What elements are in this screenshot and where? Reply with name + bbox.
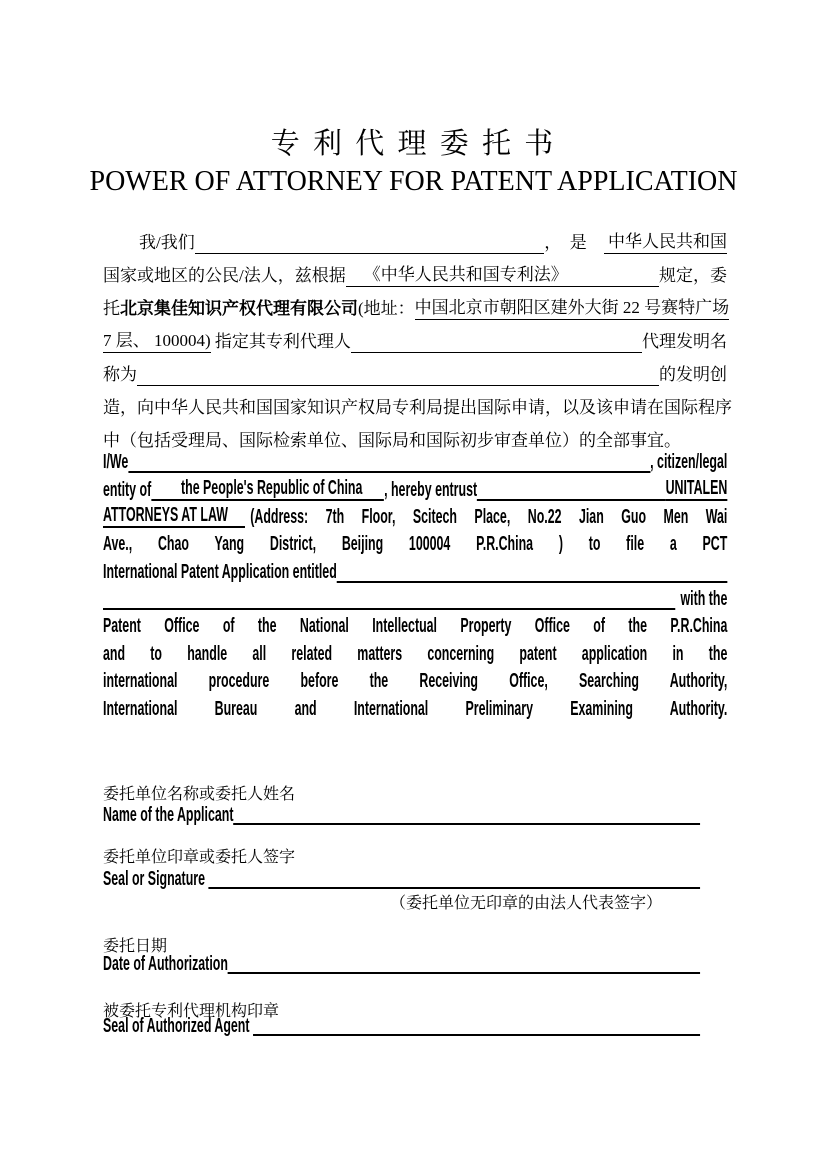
cn-line-2 [103, 259, 727, 292]
nationality-value-zh: 中华人民共和国 [604, 230, 727, 254]
cn-l3-mid: (地址： [358, 299, 415, 318]
agent-line [103, 1015, 700, 1037]
en-line-6 [103, 586, 727, 613]
cn-l1-mid: ， 是 [544, 233, 604, 252]
cn-line-6: 造，向中华人民共和国国家知识产权局专利局提出国际申请，以及该申请在国际程序 [103, 398, 732, 417]
patent-law-value: 《中华人民共和国专利法》 [364, 263, 568, 287]
seal-line [103, 870, 700, 889]
cn-l5-post: 的发明创 [659, 365, 727, 384]
en-line-9: international procedure before the Receiving Office, Searching Authority, [103, 670, 728, 693]
cn-l2-post: 规定，委 [659, 266, 727, 285]
en-l1-post: , citizen/legal [650, 451, 728, 474]
invention-title-blank-en[interactable] [337, 579, 728, 583]
en-l5-pre: International Patent Application entitled [103, 560, 337, 583]
cn-line-1 [103, 226, 727, 259]
en-l1-pre: I/We [103, 451, 129, 474]
law-blank-left[interactable] [346, 285, 364, 287]
en-line-4: Ave., Chao Yang District, Beijing 100004 P.R.China ) to file a PCT [103, 533, 728, 556]
cn-line-5 [103, 358, 727, 391]
chinese-paragraph [103, 226, 732, 457]
agent-seal-blank[interactable] [253, 1032, 700, 1036]
applicant-label-en: Name of the Applicant [103, 804, 234, 826]
seal-label-en: Seal or Signature [103, 868, 209, 890]
en-line-7: Patent Office of the National Intellectual Property Office of the P.R.China [103, 615, 728, 638]
agency-name-en-cont: ATTORNEYS AT LAW [103, 505, 245, 528]
seal-note: （委托单位无印章的由法人代表签字） [390, 895, 663, 912]
en-line-3 [103, 504, 727, 531]
cn-l2-pre: 国家或地区的公民/法人，兹根据 [103, 266, 346, 285]
agency-blank-en[interactable] [477, 497, 665, 501]
date-label-zh: 委托日期 [103, 938, 168, 955]
en-l2-mid: , hereby entrust [384, 478, 478, 501]
agency-address-zh-cont: 7 层、 100004) [103, 329, 211, 353]
attorney-name-blank-zh[interactable] [351, 351, 642, 353]
date-line [103, 955, 700, 974]
cn-l5-pre: 称为 [103, 365, 137, 384]
law-blank-right[interactable] [568, 285, 659, 287]
cn-l1-pre: 我/我们 [139, 233, 195, 252]
en-line-8: and to handle all related matters concerning patent application in the [103, 642, 728, 665]
english-paragraph [103, 449, 727, 723]
agency-name-en: UNITALEN [665, 476, 728, 499]
en-line-10: International Bureau and International Preliminary Examining Authority. [103, 697, 728, 720]
cn-l3-pre: 托 [103, 299, 120, 318]
en-line-5 [103, 559, 727, 586]
applicant-name-blank-en[interactable] [128, 469, 650, 473]
applicant-name-blank-zh[interactable] [195, 252, 545, 254]
en-l3-post: (Address: 7th Floor, Scitech Place, No.22 Jian Guo Men Wai [250, 506, 728, 529]
cn-line-7: 中（包括受理局、国际检索单位、国际局和国际初步审查单位）的全部事宜。 [103, 431, 681, 450]
agent-label-en: Seal of Authorized Agent [103, 1015, 253, 1037]
agent-label-zh: 被委托专利代理机构印章 [103, 1003, 280, 1020]
en-line-1 [103, 449, 727, 476]
en-l2-pre: entity of [103, 478, 152, 501]
seal-blank[interactable] [208, 885, 700, 889]
applicant-signature-blank[interactable] [233, 821, 700, 825]
cn-l4-post: 代理发明名 [642, 332, 727, 351]
invention-title-blank-en-cont[interactable] [103, 606, 676, 610]
document-title-en: POWER OF ATTORNEY FOR PATENT APPLICATION [89, 166, 738, 197]
invention-title-blank-zh[interactable] [137, 384, 659, 386]
cn-line-4 [103, 325, 727, 358]
agency-name-zh: 北京集佳知识产权代理有限公司 [120, 299, 358, 318]
cn-l4-mid: 指定其专利代理人 [210, 332, 351, 351]
seal-label-zh: 委托单位印章或委托人签字 [103, 849, 296, 866]
agency-address-zh: 中国北京市朝阳区建外大街 22 号赛特广场 [415, 296, 730, 320]
date-blank[interactable] [228, 970, 700, 974]
nationality-value-en: the People's Republic of China [151, 478, 384, 501]
applicant-label-zh: 委托单位名称或委托人姓名 [103, 786, 296, 803]
en-l6-post: with the [680, 588, 728, 611]
applicant-line [103, 805, 700, 825]
en-line-2 [103, 476, 727, 503]
cn-line-3 [103, 292, 730, 325]
document-title-zh: 专 利 代 理 委 托 书 [270, 128, 557, 160]
date-label-en: Date of Authorization [103, 953, 228, 975]
